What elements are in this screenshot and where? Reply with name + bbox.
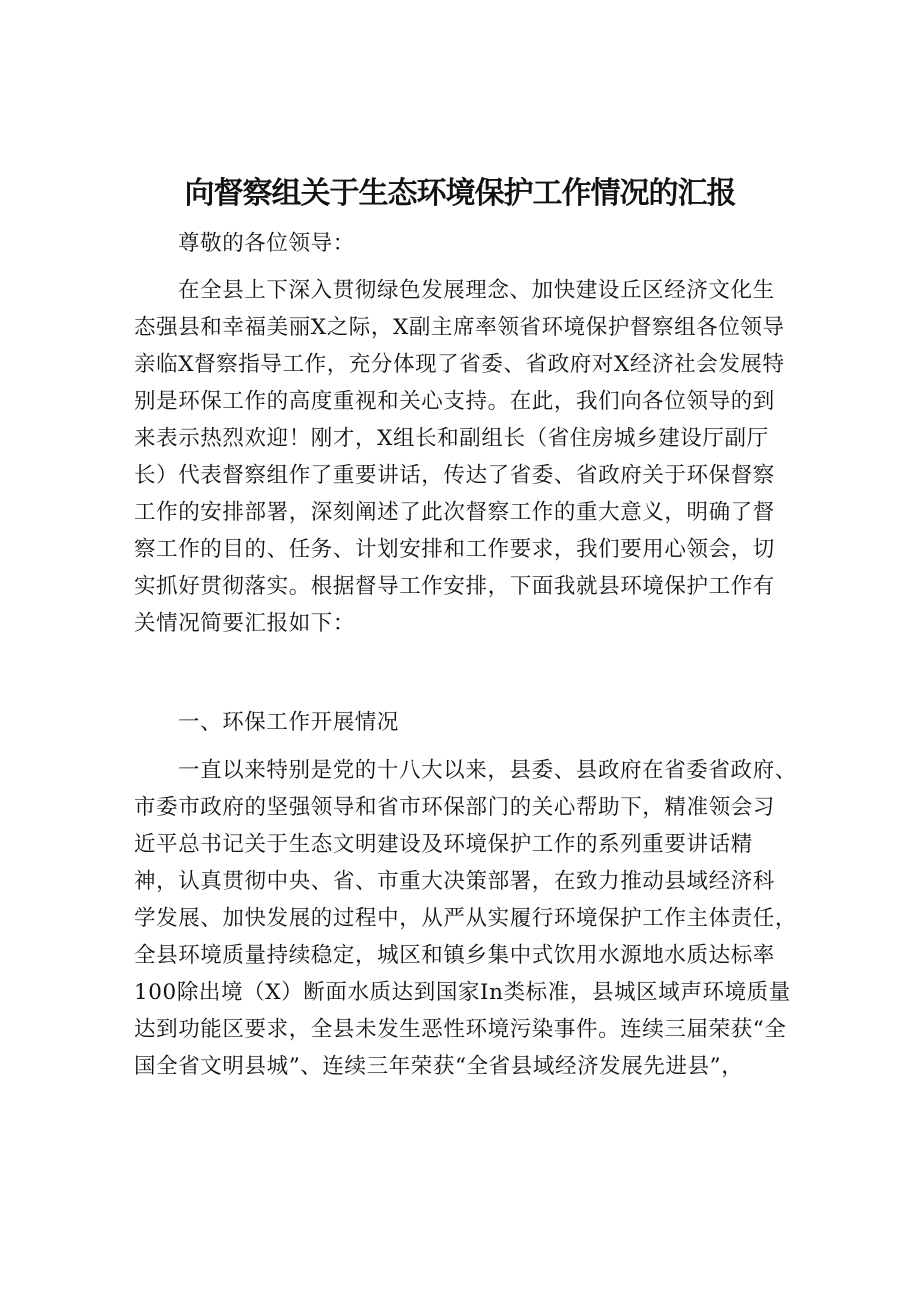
paragraph-line: 别是环保工作的高度重视和关心支持。在此，我们向各位领导的到 (134, 389, 775, 414)
paragraph-line: 察工作的目的、任务、计划安排和工作要求，我们要用心领会，切 (134, 537, 775, 562)
paragraph-line: 达到功能区要求，全县未发生恶性环境污染事件。连续三届荣获“全 (134, 1017, 787, 1042)
paragraph-line: 来表示热烈欢迎！刚才，X组长和副组长（省住房城乡建设厅副厅 (134, 426, 769, 451)
paragraph-line: 态强县和幸福美丽X之际，X副主席率领省环境保护督察组各位领导 (134, 315, 785, 340)
paragraph-section-one (134, 752, 800, 1085)
paragraph-line: 100除出境（X）断面水质达到国家In类标准，县城区域声环境质量 (134, 980, 791, 1005)
paragraph-line: 关情况简要汇报如下： (134, 611, 356, 636)
paragraph-line: 一直以来特别是党的十八大以来，县委、县政府在省委省政府、 (178, 758, 797, 783)
paragraph-line: 工作的安排部署，深刻阐述了此次督察工作的重大意义，明确了督 (134, 500, 775, 525)
paragraph-line: 国全省文明县城”、连续三年荣获“全省县域经济发展先进县”， (134, 1054, 744, 1079)
section-heading: 一、环保工作开展情况 (178, 710, 400, 735)
document-title: 向督察组关于生态环境保护工作情况的汇报 (184, 176, 736, 211)
paragraph-line: 学发展、加快发展的过程中，从严从实履行环境保护工作主体责任， (134, 906, 798, 931)
paragraph-line: 长）代表督察组作了重要讲话，传达了省委、省政府关于环保督察 (134, 463, 775, 488)
paragraph-line: 神，认真贯彻中央、省、市重大决策部署，在致力推动县域经济科 (134, 869, 775, 894)
paragraph-line: 市委市政府的坚强领导和省市环保部门的关心帮助下，精准领会习 (134, 795, 775, 820)
paragraph-line: 亲临X督察指导工作，充分体现了省委、省政府对X经济社会发展特 (134, 352, 785, 377)
paragraph-intro (134, 272, 800, 642)
salutation: 尊敬的各位领导： (178, 231, 355, 256)
paragraph-line: 近平总书记关于生态文明建设及环境保护工作的系列重要讲话精 (134, 832, 753, 857)
paragraph-line: 在全县上下深入贯彻绿色发展理念、加快建设丘区经济文化生 (178, 278, 775, 303)
paragraph-line: 全县环境质量持续稳定，城区和镇乡集中式饮用水源地水质达标率 (134, 943, 775, 968)
paragraph-line: 实抓好贯彻落实。根据督导工作安排，下面我就县环境保护工作有 (134, 574, 775, 599)
